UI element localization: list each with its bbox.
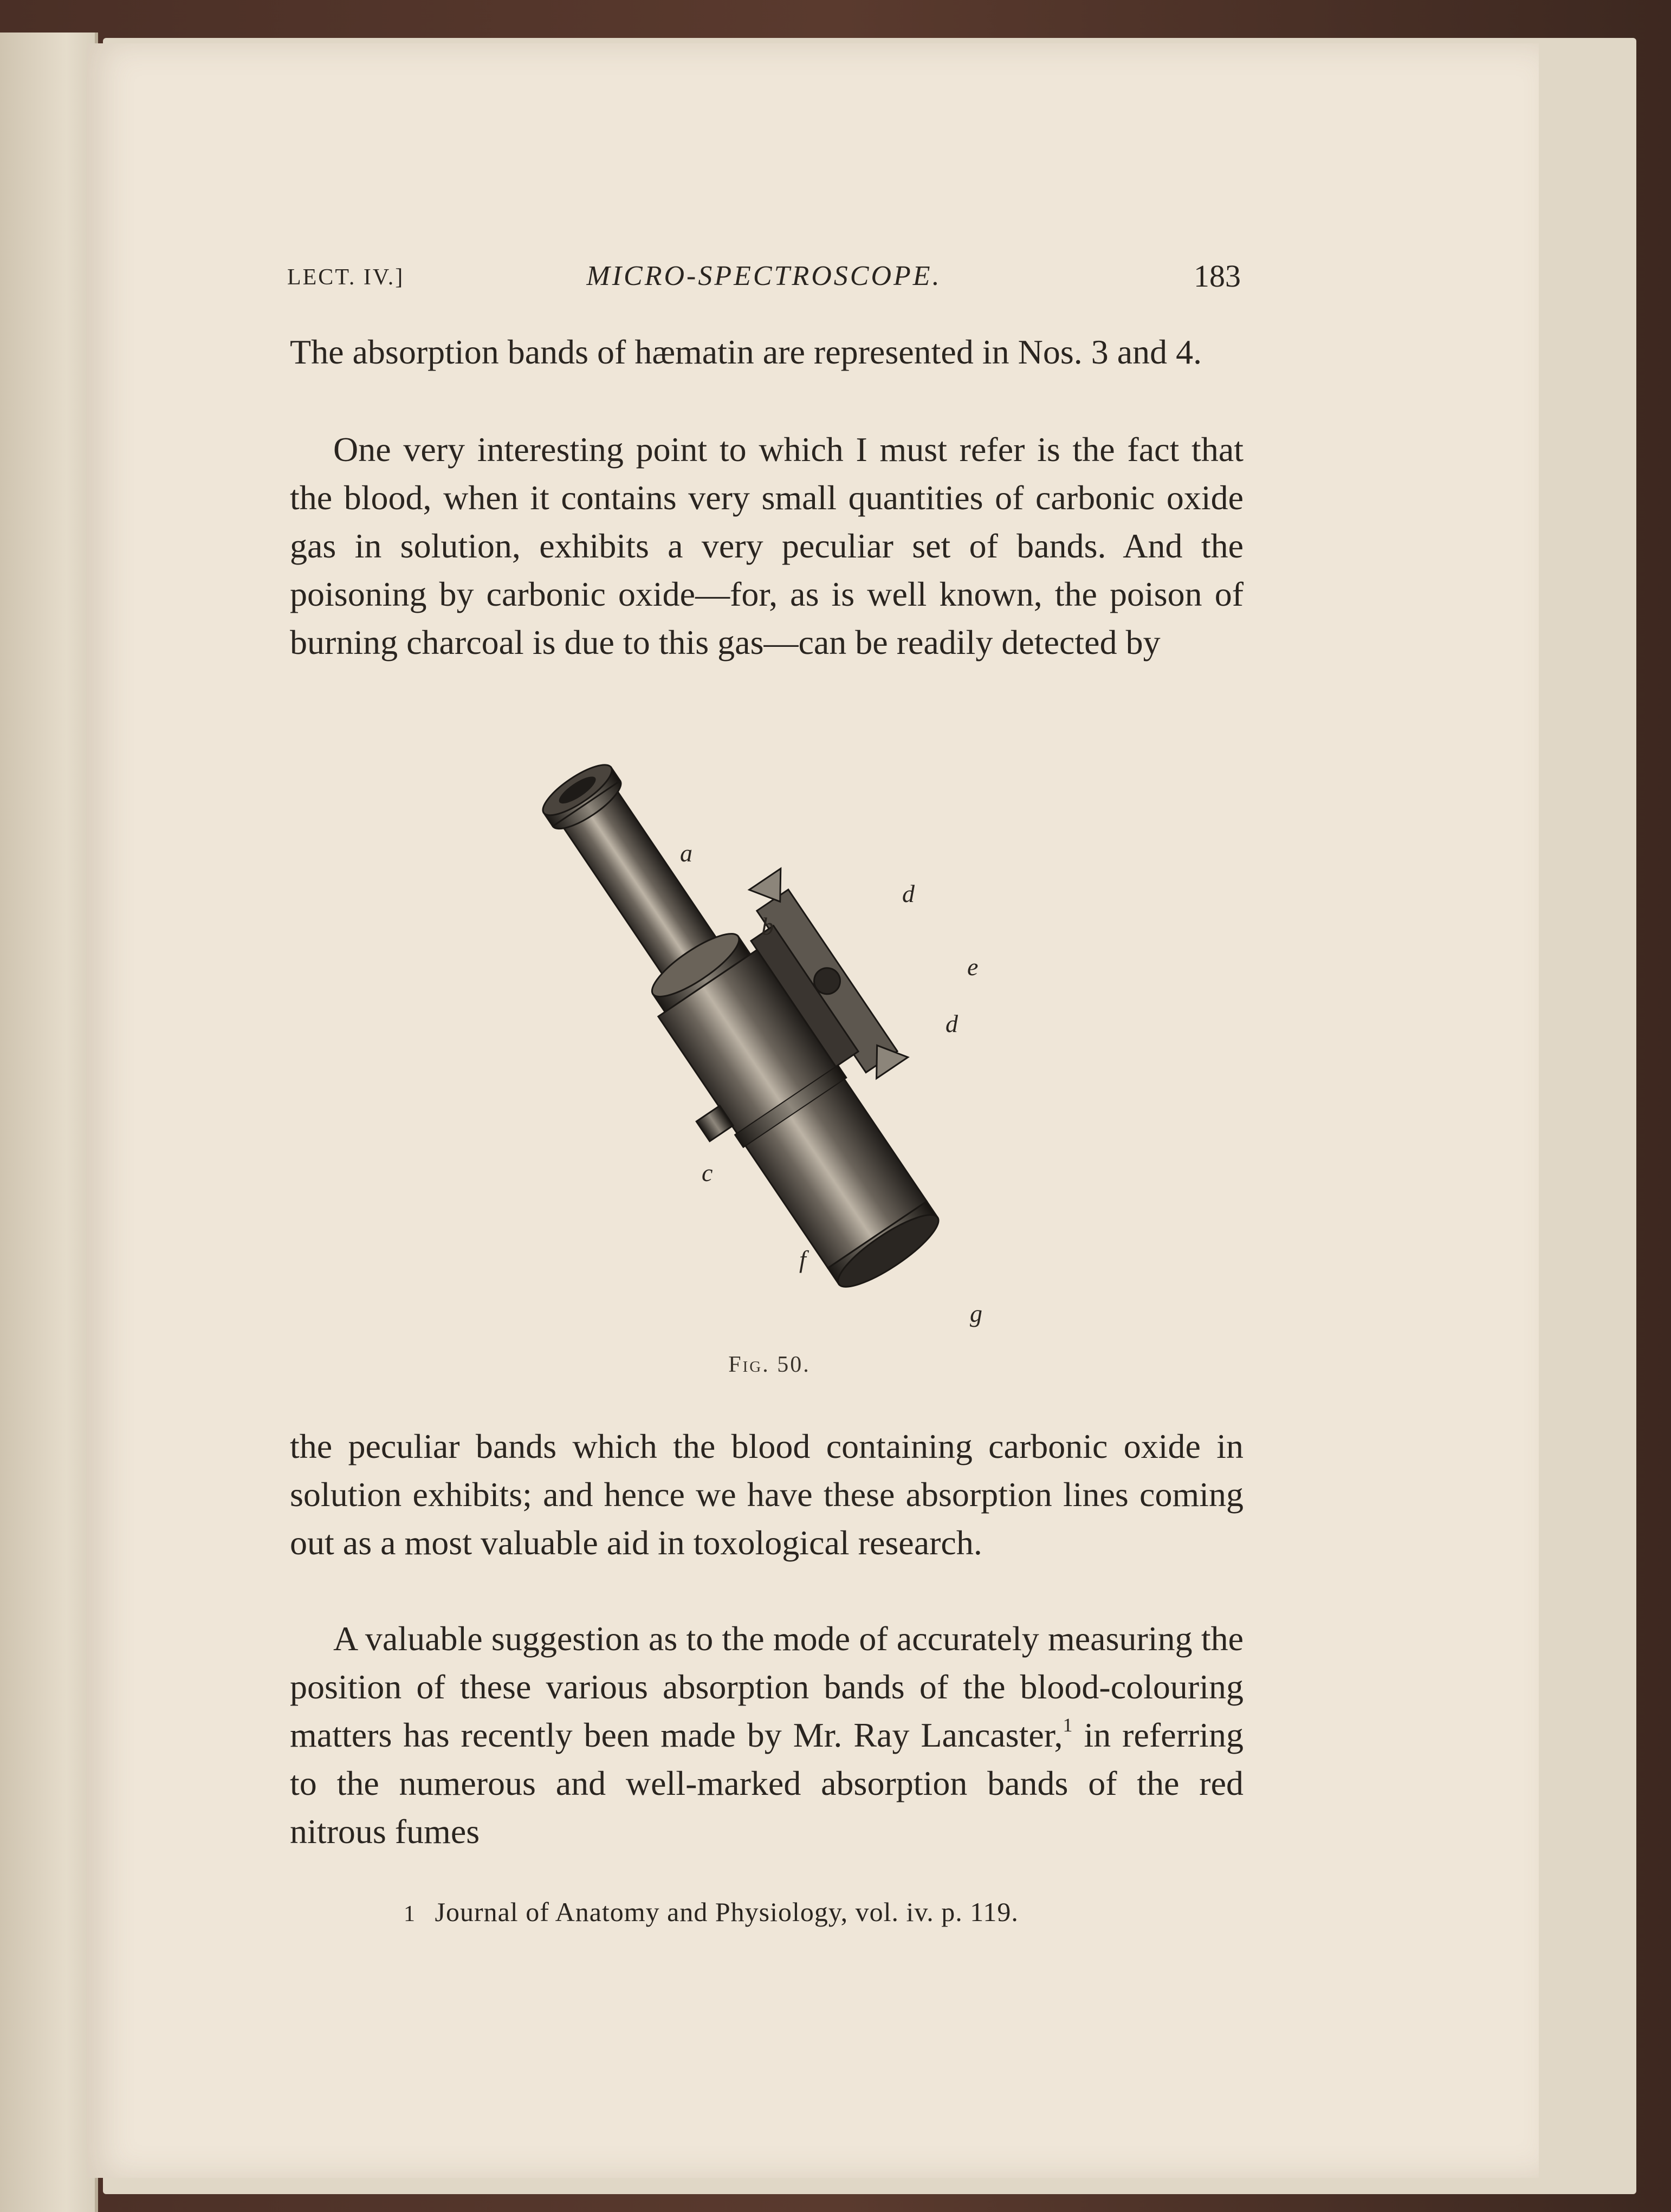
paragraph-2: One very interesting point to which I must refer is the fact that the blood, when it contains very small quantities of carbonic oxide gas in solution, exhibits a very peculiar set of bands. And the poisoning by carbonic oxide—for, as is well known, the poison of burning charcoal is due to this gas—can be readily detected by (290, 430, 1243, 661)
micro-spectroscope-illustration (282, 748, 1268, 1371)
page-number: 183 (1194, 258, 1241, 294)
paragraph-4-text: A valuable suggestion as to the mode of accurately measuring the position of these various absorption bands of the blood-colouring matters has recently been made by Mr. Ray Lancaster, (290, 1619, 1243, 1754)
paragraph-4-continued: in referring to the numerous and well-marked absorption bands of the red nitrous fumes (290, 1716, 1244, 1851)
paragraph-3: the peculiar bands which the blood containing carbonic oxide in solution exhibits; and hence we have these absorption lines coming out as a most valuable aid in toxological research. (290, 1427, 1243, 1562)
running-header (287, 255, 1241, 303)
figure-label-b: b (761, 912, 774, 940)
lecture-label: LECT. IV.] (287, 265, 405, 290)
running-title: MICRO-SPECTROSCOPE. (586, 261, 942, 291)
footnote-mark: 1 (404, 1902, 416, 1926)
paragraph-1: The absorption bands of hæmatin are represented in Nos. 3 and 4. (290, 333, 1202, 371)
footnote-text: Journal of Anatomy and Physiology, vol. iv. p. 119. (435, 1897, 1019, 1927)
footnote (404, 1896, 1271, 1928)
figure-micro-spectroscope (282, 748, 1268, 1371)
figure-label-e: e (967, 953, 979, 981)
previous-page-edge (0, 33, 98, 2212)
paragraph-4 (290, 1614, 1243, 1856)
figure-label-a: a (680, 839, 692, 867)
figure-label-c: c (702, 1159, 713, 1186)
figure-label-d-top: d (902, 880, 915, 907)
figure-caption: Fig. 50. (728, 1352, 811, 1377)
footnote-reference: 1 (1063, 1714, 1073, 1736)
figure-label-d-bottom: d (945, 1010, 958, 1037)
figure-label-g: g (970, 1300, 982, 1327)
figure-label-f: f (799, 1246, 806, 1273)
